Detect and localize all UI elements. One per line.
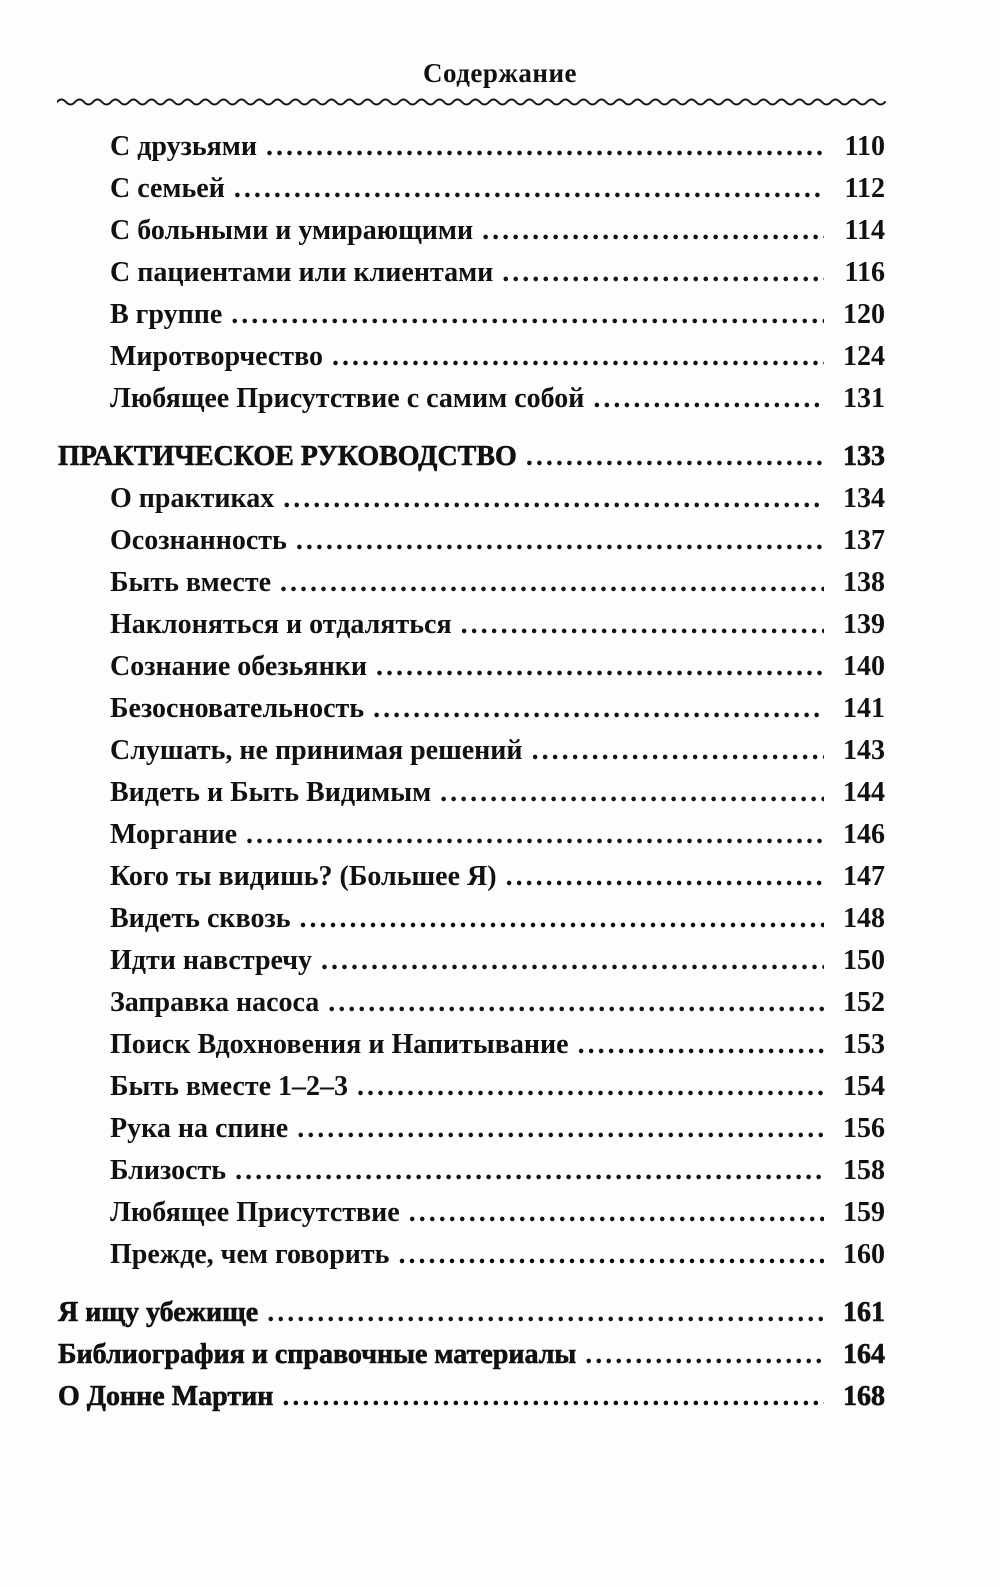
toc-entry-title: С больными и умирающими — [110, 215, 474, 246]
toc-entry-page: 139 — [843, 609, 885, 640]
dot-leader — [297, 1108, 824, 1150]
toc-entry-page: 147 — [843, 861, 885, 892]
toc-entry-title: Близость — [110, 1155, 227, 1186]
toc-entry-page: 156 — [843, 1113, 885, 1144]
toc-entry — [58, 168, 885, 210]
toc-entry-page: 131 — [843, 383, 885, 414]
toc-entry — [58, 378, 885, 420]
toc-entry-page: 114 — [844, 215, 885, 246]
toc-entry — [58, 982, 885, 1024]
dot-leader — [409, 1192, 824, 1234]
toc-entry-title: Наклоняться и отдаляться — [110, 609, 452, 640]
dot-leader — [280, 562, 824, 604]
toc-entry-title: Миротворчество — [110, 341, 323, 372]
toc-entry — [58, 1024, 885, 1066]
dot-leader — [526, 436, 824, 478]
dot-leader — [282, 1376, 824, 1418]
toc-entry-page: 120 — [843, 299, 885, 330]
toc-entry-title: Безосновательность — [110, 693, 365, 724]
toc-entry — [58, 940, 885, 982]
dot-leader — [578, 1024, 824, 1066]
toc-entry-page: 154 — [843, 1071, 885, 1102]
toc-entry — [58, 1292, 885, 1334]
toc-entry — [58, 856, 885, 898]
toc-entry-title: Кого ты видишь? (Большее Я) — [110, 861, 497, 892]
toc-entry-title: Поиск Вдохновения и Напитывание — [110, 1029, 569, 1060]
toc-entry-title: В группе — [110, 299, 223, 330]
dot-leader — [482, 210, 824, 252]
toc-entry-page: 164 — [843, 1339, 885, 1370]
toc-entry-page: 143 — [843, 735, 885, 766]
toc-entry-title: Слушать, не принимая решений — [110, 735, 523, 766]
dot-leader — [585, 1334, 824, 1376]
toc-group — [58, 436, 885, 1276]
toc-entry-page: 153 — [843, 1029, 885, 1060]
dot-leader — [231, 294, 824, 336]
wavy-divider — [57, 96, 887, 108]
toc-entry — [58, 646, 885, 688]
toc-entry — [58, 1150, 885, 1192]
toc-entry-title: Любящее Присутствие с самим собой — [110, 383, 585, 414]
toc-entry-page: 150 — [843, 945, 885, 976]
toc-entry-page: 112 — [844, 173, 885, 204]
dot-leader — [506, 856, 824, 898]
toc-entry-page: 146 — [843, 819, 885, 850]
toc-entry — [58, 478, 885, 520]
toc-entry-title: Быть вместе — [110, 567, 272, 598]
toc-entry-page: 110 — [844, 131, 885, 162]
toc-entry-title: Библиография и справочные материалы — [58, 1339, 577, 1370]
toc-entry-page: 116 — [844, 257, 885, 288]
dot-leader — [357, 1066, 824, 1108]
toc-entry-page: 140 — [843, 651, 885, 682]
toc-entry — [58, 772, 885, 814]
dot-leader — [300, 898, 824, 940]
toc-entry-page: 138 — [843, 567, 885, 598]
toc-entry-title: С друзьями — [110, 131, 257, 162]
toc-entry-page: 158 — [843, 1155, 885, 1186]
toc-group — [58, 126, 885, 420]
toc-entry — [58, 1192, 885, 1234]
dot-leader — [532, 730, 824, 772]
toc-entry-page: 160 — [843, 1239, 885, 1270]
toc-entry — [58, 436, 885, 478]
dot-leader — [328, 982, 824, 1024]
toc-entry — [58, 520, 885, 562]
dot-leader — [246, 814, 824, 856]
toc-entry-title: О Донне Мартин — [58, 1381, 274, 1412]
toc-entry-title: Любящее Присутствие — [110, 1197, 400, 1228]
toc-entry-page: 159 — [843, 1197, 885, 1228]
toc-entry-title: Сознание обезьянки — [110, 651, 367, 682]
toc-entry-page: 168 — [843, 1381, 885, 1412]
toc-entry — [58, 604, 885, 646]
toc-entry-page: 133 — [843, 441, 885, 472]
dot-leader — [234, 168, 824, 210]
page-title: Содержание — [422, 58, 578, 88]
dot-leader — [266, 126, 824, 168]
toc-entry — [58, 1234, 885, 1276]
toc-entry-page: 137 — [843, 525, 885, 556]
toc-entry — [58, 730, 885, 772]
toc-entry-title: ПРАКТИЧЕСКОЕ РУКОВОДСТВО — [58, 441, 517, 472]
toc-entry — [58, 1066, 885, 1108]
toc-entry-title: Прежде, чем говорить — [110, 1239, 390, 1270]
dot-leader — [283, 478, 824, 520]
toc-entry — [58, 252, 885, 294]
toc-entry-page: 134 — [843, 483, 885, 514]
toc-entry — [58, 336, 885, 378]
dot-leader — [593, 378, 824, 420]
dot-leader — [502, 252, 824, 294]
toc-entry-title: Осознанность — [110, 525, 287, 556]
dot-leader — [267, 1292, 824, 1334]
toc-entry — [58, 562, 885, 604]
dot-leader — [321, 940, 824, 982]
dot-leader — [332, 336, 824, 378]
toc-entry — [58, 210, 885, 252]
toc-entry-page: 152 — [843, 987, 885, 1018]
toc-entry — [58, 1108, 885, 1150]
toc-entry — [58, 1376, 885, 1418]
dot-leader — [235, 1150, 824, 1192]
toc-entry-page: 144 — [843, 777, 885, 808]
toc-entry-title: Идти навстречу — [110, 945, 313, 976]
toc-entry-page: 141 — [843, 693, 885, 724]
toc-entry-title: Рука на спине — [110, 1113, 289, 1144]
dot-leader — [296, 520, 824, 562]
toc-entry-page: 161 — [843, 1297, 885, 1328]
toc-entry-title: Заправка насоса — [110, 987, 320, 1018]
dot-leader — [461, 604, 824, 646]
toc-entry-title: Видеть и Быть Видимым — [110, 777, 432, 808]
toc-list — [58, 126, 885, 1418]
toc-entry-title: С семьей — [110, 173, 225, 204]
toc-entry — [58, 898, 885, 940]
dot-leader — [440, 772, 824, 814]
toc-entry — [58, 1334, 885, 1376]
toc-entry-title: Я ищу убежище — [58, 1297, 259, 1328]
toc-entry-title: Моргание — [110, 819, 238, 850]
dot-leader — [376, 646, 824, 688]
toc-entry — [58, 814, 885, 856]
toc-entry-page: 124 — [843, 341, 885, 372]
dot-leader — [398, 1234, 824, 1276]
toc-entry — [58, 688, 885, 730]
dot-leader — [373, 688, 824, 730]
toc-entry — [58, 126, 885, 168]
toc-entry-page: 148 — [843, 903, 885, 934]
toc-entry-title: Быть вместе 1–2–3 — [110, 1071, 349, 1102]
toc-entry-title: Видеть сквозь — [110, 903, 291, 934]
toc-entry-title: О практиках — [110, 483, 275, 514]
toc-entry-title: С пациентами или клиентами — [110, 257, 494, 288]
toc-entry — [58, 294, 885, 336]
toc-group — [58, 1292, 885, 1418]
